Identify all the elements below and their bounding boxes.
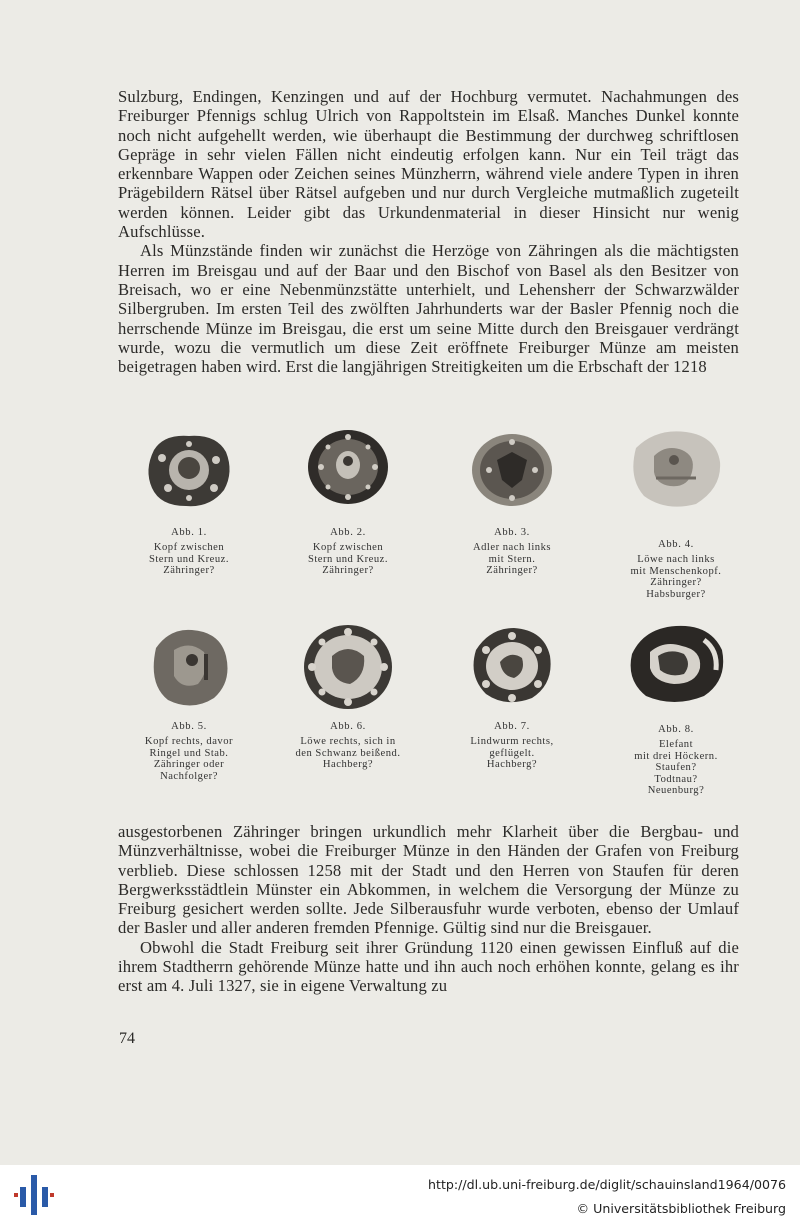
source-url-link[interactable]: http://dl.ub.uni-freiburg.de/diglit/schauinsland1964/0076 bbox=[428, 1177, 786, 1192]
figure-abb-8 bbox=[586, 620, 766, 706]
coin-image bbox=[144, 430, 234, 510]
caption-abb-4 bbox=[586, 539, 766, 600]
caption-line: Zähringer oder bbox=[153, 759, 225, 771]
caption-line: mit Menschenkopf. bbox=[630, 565, 722, 577]
caption-abb-7 bbox=[422, 721, 602, 771]
coin-image bbox=[144, 624, 234, 710]
page-number: 74 bbox=[119, 1030, 135, 1047]
caption-line: Zähringer? bbox=[163, 565, 215, 577]
figure-abb-1 bbox=[99, 430, 279, 510]
figure-abb-3 bbox=[422, 430, 602, 510]
figure-number: Abb. 2. bbox=[330, 527, 366, 538]
caption-abb-8 bbox=[586, 724, 766, 796]
caption-line: mit Stern. bbox=[488, 553, 536, 565]
caption-line: den Schwanz beißend. bbox=[295, 747, 401, 759]
university-library-logo-icon bbox=[14, 1175, 54, 1215]
body-text-bottom bbox=[118, 822, 739, 996]
caption-line: Adler nach links bbox=[472, 542, 552, 554]
caption-line: Todtnau? bbox=[654, 773, 698, 785]
caption-line: Stern und Kreuz. bbox=[148, 553, 230, 565]
caption-line: Habsburger? bbox=[646, 588, 706, 600]
paragraph: Sulzburg, Endingen, Kenzingen und auf der Hochburg vermutet. Nachahmungen des Freiburger Pfennigs schlug Ulrich von Rappoltstein im Elsaß. Manches Dunkel konnte noch nicht aufgehellt werden, wie überhaupt die Bestimmung der durchweg schriftlosen Gepräge in sehr vielen Fällen nicht eindeutig erfolgen kann. Nur ein Teil trägt das erkennbare Wappen oder Zeichen seines Münzherrn, während viele andere Typen in ihren Prägebildern Rätsel über Rätsel aufgeben und nur durch Vergleiche mutmaßlich zugeteilt werden können. Leider gibt das Urkundenmaterial in dieser Hinsicht nur wenig Aufschlüsse. bbox=[118, 87, 739, 242]
caption-line: Löwe nach links bbox=[637, 554, 715, 566]
figure-number: Abb. 5. bbox=[171, 721, 207, 732]
caption-line: Hachberg? bbox=[322, 759, 374, 771]
caption-line: Hachberg? bbox=[486, 759, 538, 771]
caption-line: Zähringer? bbox=[486, 565, 538, 577]
coin-image bbox=[466, 622, 558, 708]
coin-image bbox=[467, 430, 557, 510]
figure-number: Abb. 4. bbox=[658, 539, 694, 550]
caption-abb-5 bbox=[99, 721, 279, 782]
figure-number: Abb. 1. bbox=[171, 527, 207, 538]
figure-abb-6 bbox=[258, 622, 438, 712]
caption-abb-2 bbox=[258, 527, 438, 577]
caption-line: Ringel und Stab. bbox=[149, 747, 229, 759]
figure-number: Abb. 3. bbox=[494, 527, 530, 538]
paragraph: ausgestorbenen Zähringer bringen urkundlich mehr Klarheit über die Bergbau- und Münzverhältnisse, wobei die Freiburger Münze in den Händen der Grafen von Freiburg verblieb. Diese schlossen 1258 mit der Stadt und den Herren von Staufen für deren Bergwerksstädtlein Münster ein Abkommen, in welchem die Versorgung der Münze zu Freiburg gesichert werden sollte. Jede Silberausfuhr wurde verboten, ebenso der Umlauf der Basler und aller anderen fremden Pfennige. Gültig sind nur die Breisgauer. bbox=[118, 822, 739, 938]
coin-image bbox=[624, 620, 728, 706]
caption-line: geflügelt. bbox=[489, 747, 535, 759]
caption-abb-3 bbox=[422, 527, 602, 577]
caption-line: Neuenburg? bbox=[647, 785, 705, 797]
figure-number: Abb. 8. bbox=[658, 724, 694, 735]
caption-line: Stern und Kreuz. bbox=[307, 553, 389, 565]
caption-line: Zähringer? bbox=[322, 565, 374, 577]
footer-bar bbox=[0, 1165, 800, 1224]
figure-abb-2 bbox=[258, 427, 438, 507]
caption-line: Elefant bbox=[658, 739, 694, 751]
caption-line: mit drei Höckern. bbox=[634, 750, 718, 762]
figure-abb-7 bbox=[422, 622, 602, 708]
copyright-notice: © Universitätsbibliothek Freiburg bbox=[576, 1201, 786, 1216]
caption-line: Kopf zwischen bbox=[312, 542, 384, 554]
figure-number: Abb. 7. bbox=[494, 721, 530, 732]
coin-image bbox=[303, 427, 393, 507]
caption-line: Zähringer? bbox=[650, 577, 702, 589]
figure-abb-5 bbox=[99, 624, 279, 710]
caption-line: Lindwurm rechts, bbox=[470, 736, 554, 748]
figure-abb-4 bbox=[586, 426, 766, 510]
caption-abb-1 bbox=[99, 527, 279, 577]
caption-line: Kopf rechts, davor bbox=[144, 736, 234, 748]
caption-line: Kopf zwischen bbox=[153, 542, 225, 554]
caption-line: Staufen? bbox=[655, 762, 697, 774]
caption-line: Löwe rechts, sich in bbox=[300, 736, 396, 748]
coin-image bbox=[626, 426, 726, 510]
figure-number: Abb. 6. bbox=[330, 721, 366, 732]
body-text-top bbox=[118, 87, 739, 376]
caption-abb-6 bbox=[258, 721, 438, 771]
paragraph: Obwohl die Stadt Freiburg seit ihrer Gründung 1120 einen gewissen Einfluß auf die ihrem Stadtherrn gehörende Münze hatte und ihn auch noch erhöhen konnte, gelang es ihr erst am 4. Juli 1327, sie in eigene Verwaltung zu bbox=[118, 937, 739, 996]
coin-image bbox=[300, 622, 396, 712]
caption-line: Nachfolger? bbox=[160, 770, 218, 782]
paragraph: Als Münzstände finden wir zunächst die Herzöge von Zähringen als die mächtigsten Herren im Breisgau und auf der Baar und den Bischof von Basel als den Besitzer von Breisach, wo er eine Nebenmünzstätte unterhielt, und Lehensherr der Schwarzwälder Silbergruben. Im ersten Teil des zwölften Jahrhunderts war der Basler Pfennig noch die herrschende Münze im Breisgau, die erst um seine Mitte durch den Breisgauer verdrängt wurde, wozu die vermutlich um diese Zeit eröffnete Freiburger Münze am meisten beigetragen haben wird. Erst die langjährigen Streitigkeiten um die Erbschaft der 1218 bbox=[118, 241, 739, 377]
